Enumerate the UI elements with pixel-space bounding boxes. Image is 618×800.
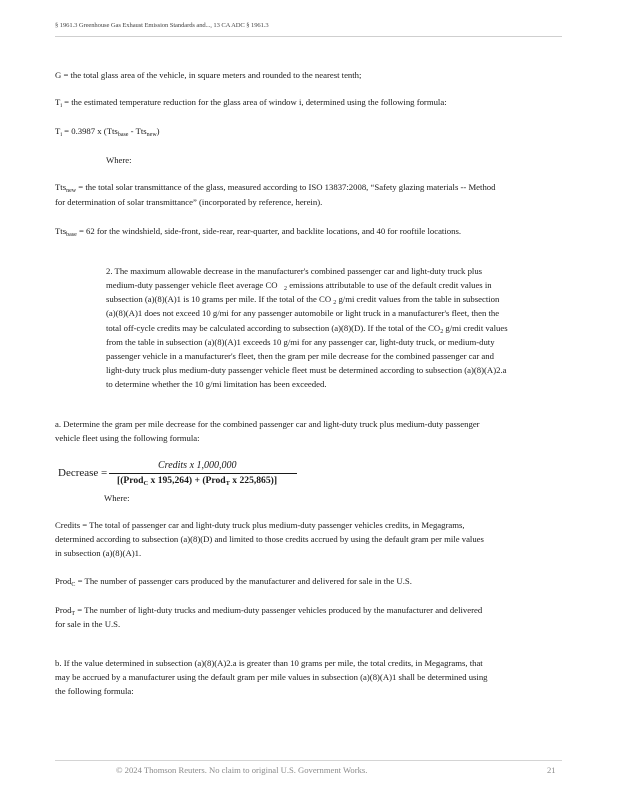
para2-line: from the table in subsection (a)(8)(A)1 exceeds 10 g/mi for any passenger car, light-duty truck, or medium-duty (106, 337, 495, 347)
prodt-definition-line1: Prod$_T$ = The number of light-duty trucks and medium-duty passenger vehicles produced by the manufacturer and delivered (55, 605, 483, 617)
para2-line: 2. The maximum allowable decrease in the manufacturer's combined passenger car and light-duty truck plus (106, 266, 483, 276)
fraction-bar (109, 473, 297, 474)
para2-line: medium-duty passenger vehicle fleet average CO $_2$ emissions attributable to use of the default credit values in (106, 280, 492, 292)
ti-formula: $T_i = 0.3987$ x (Tts$_{base}$ - Tts$_{new}$) (55, 126, 160, 138)
header-divider (55, 36, 562, 37)
g-definition: G = the total glass area of the vehicle, in square meters and rounded to the nearest tenth; (55, 70, 362, 80)
prodt-definition-line2: for sale in the U.S. (55, 619, 121, 629)
ti-definition: $T_i$ = the estimated temperature reduction for the glass area of window i, determined using the following formula: (55, 97, 447, 109)
ttsnew-definition-line2: for determination of solar transmittance” (incorporated by reference, herein). (55, 197, 323, 207)
page-number: 21 (547, 765, 556, 775)
formula-lhs: Decrease = (58, 467, 108, 479)
para-a-line: a. Determine the gram per mile decrease for the combined passenger car and light-duty truck plus medium-duty passenger (55, 419, 480, 429)
prodc-definition: Prod$_C$ = The number of passenger cars produced by the manufacturer and delivered for sale in the U.S. (55, 576, 412, 588)
para2-line: to determine whether the 10 g/mi limitation has been exceeded. (106, 379, 327, 389)
para-a-line: vehicle fleet using the following formula: (55, 433, 200, 443)
formula-denominator: [(Prod$_C$ x 195,264) + (Prod$_T$ x 225,865)] (117, 475, 278, 487)
where-label-1: Where: (106, 155, 132, 165)
running-head: § 1961.3 Greenhouse Gas Exhaust Emission Standards and..., 13 CA ADC § 1961.3 (55, 22, 269, 29)
ttsnew-definition-line1: Tts$_{new}$ = the total solar transmittance of the glass, measured according to ISO 13837:2008, “Safety glazing materials -- Method (55, 182, 496, 194)
para-b-line: b. If the value determined in subsection (a)(8)(A)2.a is greater than 10 grams per mile, the total credits, in Megagrams, that (55, 658, 483, 668)
credits-def-line: in subsection (a)(8)(A)1. (55, 548, 142, 558)
ttsbase-definition: Tts$_{base}$ = 62 for the windshield, side-front, side-rear, rear-quarter, and backlite locations, and 40 for rooftile locations. (55, 226, 461, 238)
para2-line: light-duty truck plus medium-duty passenger vehicle fleet must be determined according to subsection (a)(8)(A)2.a (106, 365, 507, 375)
where-label-2: Where: (104, 493, 130, 503)
copyright-notice: © 2024 Thomson Reuters. No claim to original U.S. Government Works. (116, 765, 368, 775)
footer-divider (55, 760, 562, 761)
credits-def-line: determined according to subsection (a)(8)(D) and limited to those credits accrued by using the default gram per mile values (55, 534, 484, 544)
decrease-formula (58, 460, 308, 488)
formula-numerator: Credits x 1,000,000 (158, 460, 237, 471)
para-b-line: may be accrued by a manufacturer using the default gram per mile values in subsection (a)(8)(A)1 shall be determined using (55, 672, 488, 682)
para2-line: subsection (a)(8)(A)1 is 10 grams per mile. If the total of the CO $_2$ g/mi credit values from the table in subsection (106, 294, 500, 306)
para-b-line: the following formula: (55, 686, 134, 696)
para2-line: (a)(8)(A)1 does not exceed 10 g/mi for any passenger automobile or light truck in a manufacturer's fleet, then the (106, 308, 500, 318)
para2-line: total off-cycle credits may be calculated according to subsection (a)(8)(D). If the total of the $CO_2$ g/mi credit values (106, 323, 508, 335)
para2-line: passenger vehicle in a manufacturer's fleet, then the gram per mile decrease for the combined passenger car and (106, 351, 494, 361)
credits-def-line: Credits = The total of passenger car and light-duty truck plus medium-duty passenger vehicles credits, in Megagrams, (55, 520, 465, 530)
